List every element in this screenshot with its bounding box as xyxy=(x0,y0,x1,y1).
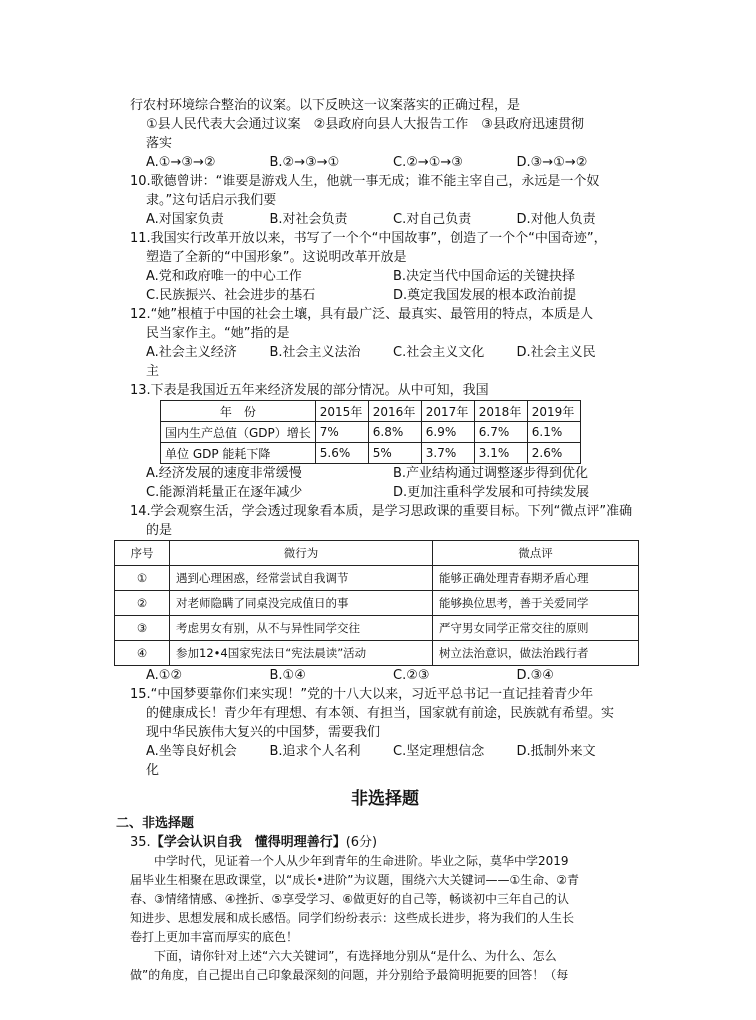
table-header-cell: 年 份 xyxy=(161,401,316,422)
option-b: B.②→③→① xyxy=(269,155,340,170)
table-cell: 3.1% xyxy=(474,443,527,464)
q15-line-2: 的健康成长！青少年有理想、有本领、有担当，国家就有前途，民族就有希望。实 xyxy=(146,706,615,721)
option-d: D.抵制外来文 xyxy=(516,744,596,759)
table-cell: 遇到心理困惑，经常尝试自我调节 xyxy=(170,566,433,591)
table-cell: ④ xyxy=(115,641,170,666)
option-a: A.社会主义经济 xyxy=(146,345,237,360)
table-row xyxy=(161,422,581,443)
table-header-cell: 2015年 xyxy=(315,401,368,422)
part-two-heading: 二、非选择题 xyxy=(116,816,195,831)
page-content xyxy=(116,96,640,985)
q14-table xyxy=(114,540,639,666)
paragraph-line: 下面，请你针对上述“六大关键词”，有选择地分别从“是什么、为什么、怎么 xyxy=(154,949,557,963)
q10-line-1: 10.歌德曾讲：“谁要是游戏人生，他就一事无成；谁不能主宰自己，永远是一个奴 xyxy=(130,174,600,189)
section-title: 非选择题 xyxy=(351,789,419,809)
option-d: D.③④ xyxy=(516,668,554,683)
q14-options xyxy=(130,666,640,685)
table-row xyxy=(115,616,639,641)
q35-number: 35. xyxy=(130,835,151,850)
table-cell: 国内生产总值（GDP）增长 xyxy=(161,422,316,443)
q9-line-2: ①县人民代表大会通过议案 ②县政府向县人大报告工作 ③县政府迅速贯彻 xyxy=(146,117,584,132)
table-header-cell: 2019年 xyxy=(527,401,580,422)
q15-line-3: 现中华民族伟大复兴的中国梦，需要我们 xyxy=(146,725,381,740)
table-cell: 考虑男女有别，从不与异性同学交往 xyxy=(170,616,433,641)
option-b: B.决定当代中国命运的关键抉择 xyxy=(393,269,576,284)
q9-line-1: 行农村环境综合整治的议案。以下反映这一议案落实的正确过程，是 xyxy=(130,98,521,113)
q9-line-3: 落实 xyxy=(146,136,173,151)
paragraph-line: 春、③情绪情感、④挫折、⑤享受学习、⑥做更好的自己等，畅谈初中三年自己的认 xyxy=(130,892,570,906)
table-header-row xyxy=(115,541,639,566)
option-c: C.对自己负责 xyxy=(393,212,472,227)
option-a: A.经济发展的速度非常缓慢 xyxy=(146,466,302,481)
table-row xyxy=(161,443,581,464)
paragraph-line: 知进步、思想发展和成长感悟。同学们纷纷表示：这些成长进步，将为我们的人生长 xyxy=(130,911,575,925)
q13-line-1: 13.下表是我国近五年来经济发展的部分情况。从中可知，我国 xyxy=(130,383,489,398)
option-c: C.②→①→③ xyxy=(393,155,463,170)
q15-line-1: 15.“中国梦要靠你们来实现！”党的十八大以来，习近平总书记一直记挂着青少年 xyxy=(130,687,594,702)
paragraph-line: 届毕业生相聚在思政课堂，以“成长•进阶”为议题，围绕六大关键词——①生命、②青 xyxy=(130,873,580,887)
option-b: B.产业结构通过调整逐步得到优化 xyxy=(393,466,589,481)
table-row xyxy=(115,591,639,616)
table-cell: 2.6% xyxy=(527,443,580,464)
option-a: A.党和政府唯一的中心工作 xyxy=(146,269,302,284)
table-header-cell: 2016年 xyxy=(368,401,421,422)
table-cell: 6.1% xyxy=(527,422,580,443)
table-cell: 5.6% xyxy=(315,443,368,464)
option-a: A.对国家负责 xyxy=(146,212,224,227)
table-row xyxy=(115,641,639,666)
table-cell: 6.9% xyxy=(421,422,474,443)
table-cell: 3.7% xyxy=(421,443,474,464)
option-d: D.社会主义民 xyxy=(516,345,596,360)
q10-line-2: 隶。”这句话启示我们要 xyxy=(146,193,277,208)
option-a: A.①② xyxy=(146,668,183,683)
table-header-cell: 微点评 xyxy=(433,541,639,566)
table-cell: 对老师隐瞒了同桌没完成值日的事 xyxy=(170,591,433,616)
table-cell: ① xyxy=(115,566,170,591)
option-a: A.①→③→② xyxy=(146,155,216,170)
table-cell: ② xyxy=(115,591,170,616)
q10-options xyxy=(130,210,640,229)
q11-options-row-2 xyxy=(130,286,640,305)
q9-options xyxy=(130,153,640,172)
q15-options xyxy=(130,742,640,761)
q14-line-2: 的是 xyxy=(146,523,173,538)
q11-line-2: 塑造了全新的“中国形象”。这说明改革开放是 xyxy=(146,250,407,265)
option-b: B.对社会负责 xyxy=(269,212,348,227)
q35-title: 【学会认识自我 懂得明理善行】 xyxy=(150,835,346,850)
option-a: A.坐等良好机会 xyxy=(146,744,237,759)
option-c: C.②③ xyxy=(393,668,430,683)
q35-score: (6分) xyxy=(345,835,378,850)
table-header-cell: 序号 xyxy=(115,541,170,566)
q35-paragraph-1 xyxy=(130,852,640,947)
q13-options-row-1 xyxy=(130,464,640,483)
q35-paragraph-2 xyxy=(130,947,640,985)
q11-options-row-1 xyxy=(130,267,640,286)
table-header-row xyxy=(161,401,581,422)
q12-line-1: 12.“她”根植于中国的社会土壤，具有最广泛、最真实、最管用的特点，本质是人 xyxy=(130,307,594,322)
table-header-cell: 微行为 xyxy=(170,541,433,566)
table-cell: 6.8% xyxy=(368,422,421,443)
option-c: C.坚定理想信念 xyxy=(393,744,485,759)
option-c: C.能源消耗量正在逐年减少 xyxy=(146,485,303,500)
table-header-cell: 2017年 xyxy=(421,401,474,422)
table-row xyxy=(115,566,639,591)
q12-line-2: 民当家作主。“她”指的是 xyxy=(146,326,290,341)
q14-line-1: 14.学会观察生活，学会透过现象看本质，是学习思政课的重要目标。下列“微点评”准确 xyxy=(130,504,633,519)
paragraph-line: 做”的角度，自己提出自己印象最深刻的问题，并分别给予最简明扼要的回答！（每 xyxy=(130,968,569,982)
option-c: C.民族振兴、社会进步的基石 xyxy=(146,288,316,303)
table-header-cell: 2018年 xyxy=(474,401,527,422)
option-d: D.③→①→② xyxy=(516,155,588,170)
option-c: C.社会主义文化 xyxy=(393,345,485,360)
option-b: B.追求个人名利 xyxy=(269,744,361,759)
paragraph-line: 卷打上更加丰富而厚实的底色！ xyxy=(130,930,299,944)
option-d: D.更加注重科学发展和可持续发展 xyxy=(393,485,590,500)
table-cell: 参加12•4国家宪法日“宪法晨读”活动 xyxy=(170,641,433,666)
option-d: D.奠定我国发展的根本政治前提 xyxy=(393,288,577,303)
paragraph-line: 中学时代，见证着一个人从少年到青年的生命进阶。毕业之际，莫华中学2019 xyxy=(154,854,569,868)
table-cell: 能够换位思考，善于关爱同学 xyxy=(433,591,639,616)
table-cell: 7% xyxy=(315,422,368,443)
q15-option-tail: 化 xyxy=(146,763,160,778)
q13-table xyxy=(160,400,581,464)
table-cell: 5% xyxy=(368,443,421,464)
table-cell: 树立法治意识，做法治践行者 xyxy=(433,641,639,666)
q12-option-tail: 主 xyxy=(146,364,160,379)
option-b: B.社会主义法治 xyxy=(269,345,361,360)
option-d: D.对他人负责 xyxy=(516,212,596,227)
table-cell: 能够正确处理青春期矛盾心理 xyxy=(433,566,639,591)
table-cell: 单位 GDP 能耗下降 xyxy=(161,443,316,464)
table-cell: 6.7% xyxy=(474,422,527,443)
q12-options xyxy=(130,343,640,362)
option-b: B.①④ xyxy=(269,668,306,683)
q35-heading xyxy=(130,833,640,852)
q13-options-row-2 xyxy=(130,483,640,502)
q11-line-1: 11.我国实行改革开放以来，书写了一个个“中国故事”，创造了一个个“中国奇迹”， xyxy=(130,231,607,246)
table-cell: 严守男女同学正常交往的原则 xyxy=(433,616,639,641)
table-cell: ③ xyxy=(115,616,170,641)
